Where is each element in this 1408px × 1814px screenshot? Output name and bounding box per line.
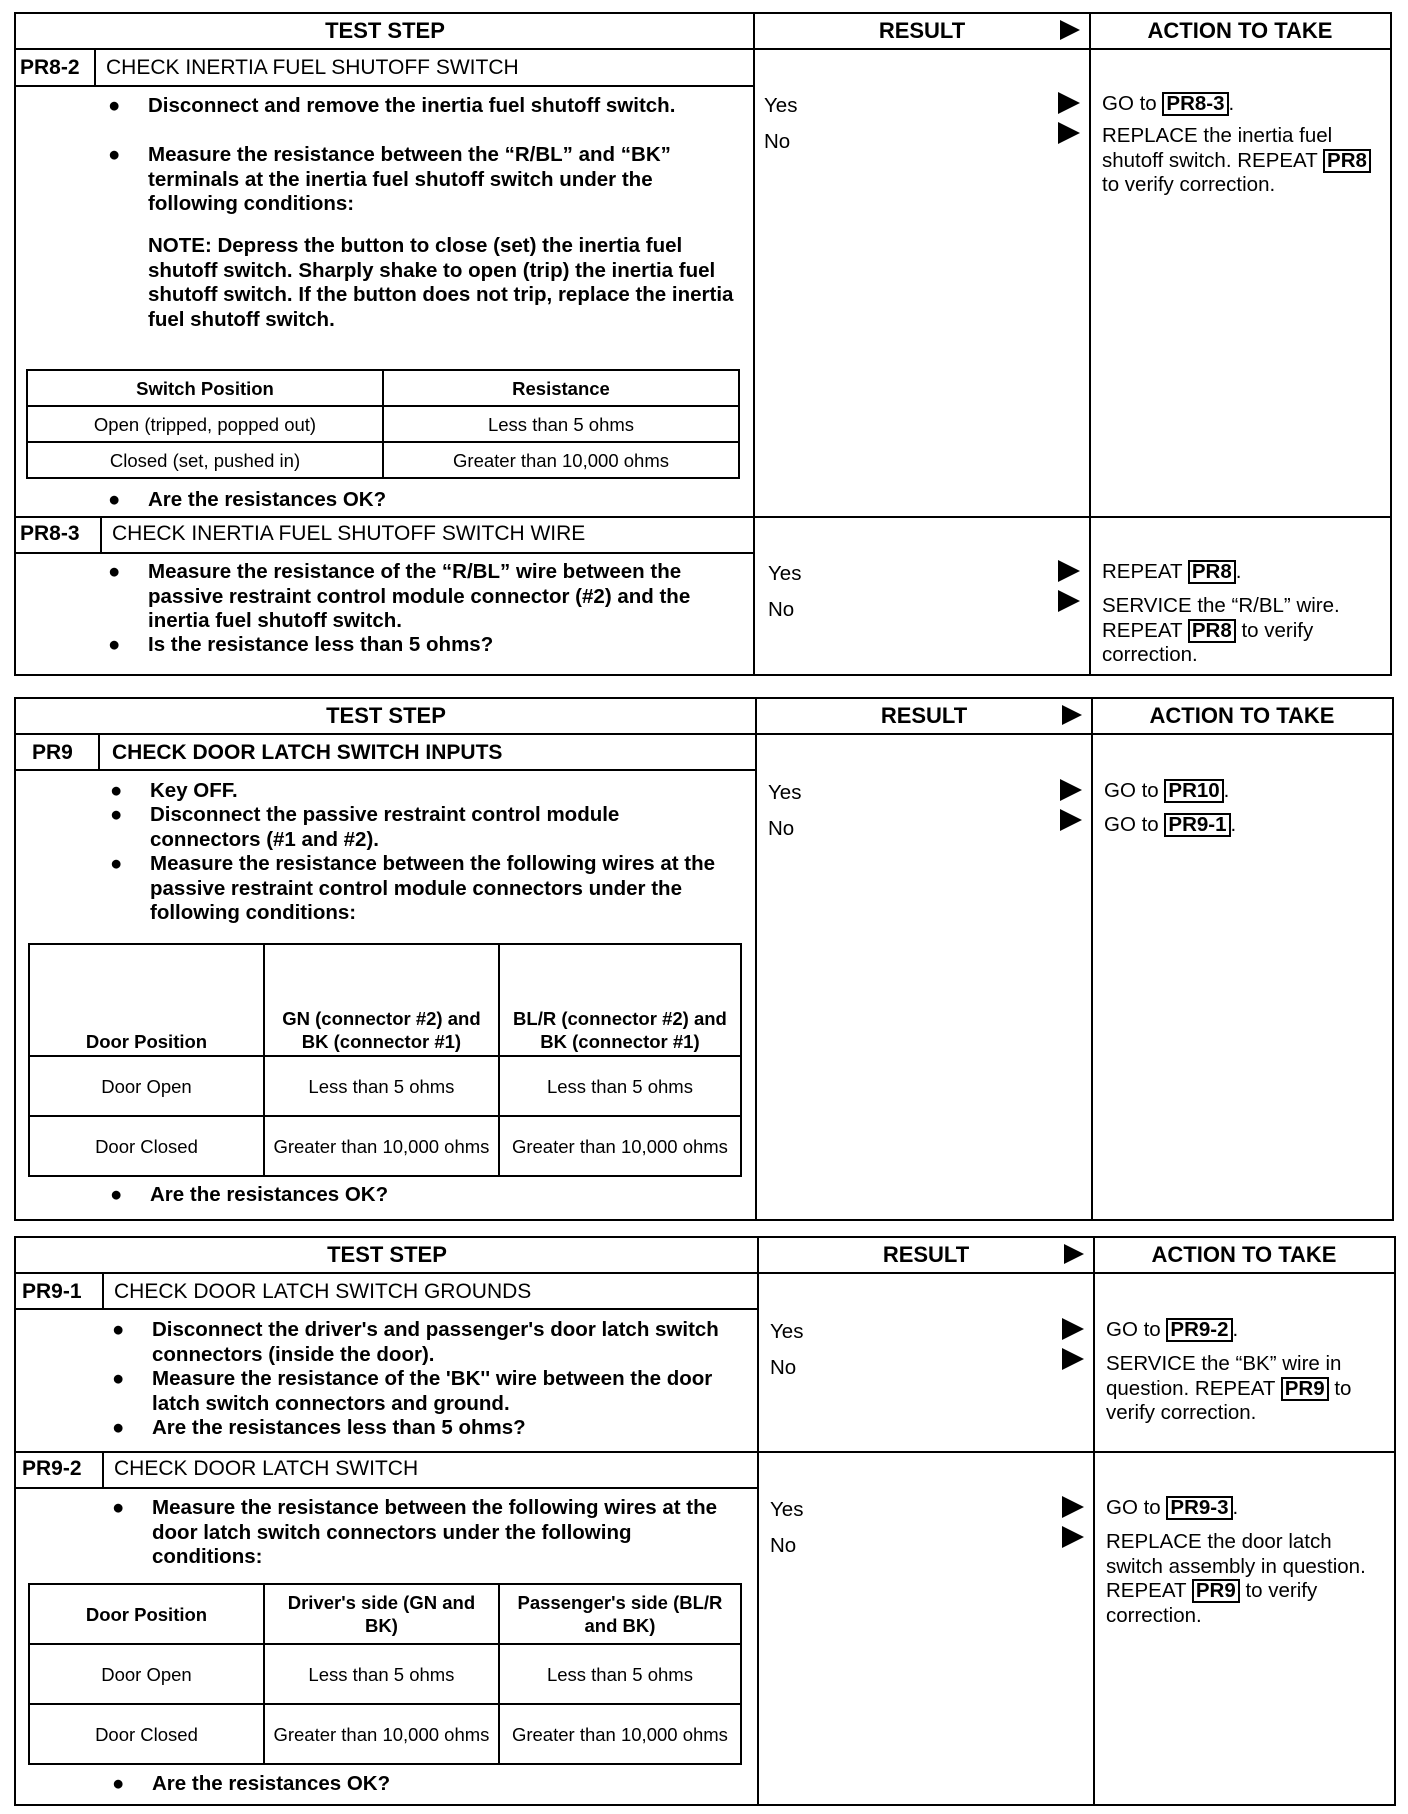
- step-id: PR8-3: [20, 522, 80, 545]
- result-no: No: [768, 817, 795, 840]
- result-yes: Yes: [768, 562, 802, 585]
- table-cell: Door Open: [29, 1056, 264, 1116]
- table-cell: Open (tripped, popped out): [27, 406, 383, 442]
- table-header: Resistance: [383, 370, 739, 406]
- step-reference[interactable]: PR9-2: [1166, 1318, 1232, 1342]
- table-header: Passenger's side (BL/R and BK): [499, 1584, 741, 1644]
- table-cell: Closed (set, pushed in): [27, 442, 383, 478]
- step-instruction: Measure the resistance between the following wires at the door latch switch connectors under the following conditions:: [152, 1496, 718, 1568]
- step-reference[interactable]: PR9-3: [1166, 1496, 1232, 1520]
- step-reference[interactable]: PR9: [1192, 1579, 1240, 1603]
- latch-resistance-table: [28, 1583, 742, 1765]
- header-arrow-icon: [1062, 705, 1082, 725]
- result-no: No: [768, 598, 795, 621]
- test-block-pr9-1: TEST STEP RESULT ACTION TO TAKE PR9-1 CHECK DOOR LATCH SWITCH GROUNDS ● Disconnect the driver's and passenger's door latch switch connectors (inside the door). ● Measure the resistance of the 'BK'' wire between the door latch switch connectors and ground. ● Are the resistances less than 5 ohms? Yes No GO to PR9-2 . SERVICE the “BK” wire in question. REPEAT PR9 to verify correction. PR9-2 CHECK DOOR LATCH SWITCH ● Measure the resistance between the following wires at the door latch switch connectors under the following conditions: Door Position Driver's side (GN and BK) Passenger's side (BL/R and BK) Door Open Less than 5 ohms Less than 5 ohms Door Closed Greater than 10,000 ohms Greater than 10,000 ohms ● Are the resistances OK? Yes No GO to PR9-3 . REPLACE the door latch switch assembly in question. REPEAT PR9 to verify correction.: [14, 1236, 1396, 1806]
- step-reference[interactable]: PR8: [1323, 149, 1371, 173]
- table-header: Door Position: [29, 944, 264, 1056]
- result-yes: Yes: [764, 94, 798, 117]
- table-cell: Less than 5 ohms: [264, 1644, 499, 1704]
- result-arrow-icon: [1062, 1348, 1084, 1370]
- step-id: PR9: [32, 741, 73, 764]
- header-action: ACTION TO TAKE: [1090, 14, 1390, 50]
- table-cell: Greater than 10,000 ohms: [264, 1704, 499, 1764]
- header-arrow-icon: [1060, 20, 1080, 40]
- step-question: Are the resistances OK?: [148, 488, 387, 511]
- resistance-table: [26, 369, 740, 479]
- table-header: GN (connector #2) and BK (connector #1): [264, 944, 499, 1056]
- header-result: RESULT: [754, 14, 1090, 50]
- step-instruction: Disconnect the passive restraint control module connectors (#1 and #2).: [150, 803, 620, 851]
- step-reference[interactable]: PR9: [1281, 1377, 1329, 1401]
- header-test-step: TEST STEP: [16, 1238, 758, 1274]
- step-question: Is the resistance less than 5 ohms?: [148, 633, 494, 656]
- step-reference[interactable]: PR9-1: [1164, 813, 1230, 837]
- result-arrow-icon: [1058, 92, 1080, 114]
- result-arrow-icon: [1058, 560, 1080, 582]
- step-question: Are the resistances OK?: [152, 1772, 391, 1795]
- header-result: RESULT: [756, 699, 1092, 735]
- action-yes: GO to PR9-2 .: [1106, 1318, 1239, 1341]
- result-arrow-icon: [1062, 1318, 1084, 1340]
- result-arrow-icon: [1062, 1496, 1084, 1518]
- table-header: Driver's side (GN and BK): [264, 1584, 499, 1644]
- step-instruction: Disconnect and remove the inertia fuel shutoff switch.: [148, 94, 676, 117]
- step-title: CHECK DOOR LATCH SWITCH: [114, 1457, 419, 1480]
- door-resistance-table: [28, 943, 742, 1177]
- step-reference[interactable]: PR8: [1188, 619, 1236, 643]
- step-instruction: Measure the resistance of the 'BK'' wire between the door latch switch connectors and ground.: [152, 1367, 713, 1415]
- result-no: No: [770, 1356, 797, 1379]
- step-id: PR8-2: [20, 56, 80, 79]
- header-action: ACTION TO TAKE: [1094, 1238, 1394, 1274]
- result-yes: Yes: [770, 1498, 804, 1521]
- table-cell: Less than 5 ohms: [499, 1644, 741, 1704]
- table-cell: Greater than 10,000 ohms: [383, 442, 739, 478]
- header-test-step: TEST STEP: [16, 14, 754, 50]
- table-cell: Less than 5 ohms: [264, 1056, 499, 1116]
- action-no: SERVICE the “BK” wire in question. REPEAT PR9 to verify correction.: [1106, 1352, 1352, 1424]
- step-instruction: Key OFF.: [150, 779, 238, 802]
- step-instruction: Measure the resistance of the “R/BL” wire between the passive restraint control module connector (#2) and the inertia fuel shutoff switch.: [148, 560, 691, 632]
- action-yes: GO to PR8-3 .: [1102, 92, 1235, 115]
- table-header: BL/R (connector #2) and BK (connector #1): [499, 944, 741, 1056]
- table-header: Switch Position: [27, 370, 383, 406]
- result-no: No: [764, 130, 791, 153]
- test-block-pr8: TEST STEP RESULT ACTION TO TAKE PR8-2 CHECK INERTIA FUEL SHUTOFF SWITCH ● Disconnect and remove the inertia fuel shutoff switch. ● Measure the resistance between the “R/BL” and “BK” terminals at the inertia fuel shutoff switch under the following conditions: NOTE: Depress the button to close (set) the inertia fuel shutoff switch. Sharply shake to open (trip) the inertia fuel shutoff switch. If the button does not trip, replace the inertia fuel shutoff switch. Switch Position Resistance Open (tripped, popped out) Less than 5 ohms Closed (set, pushed in) Greater than 10,000 ohms ● Are the resistances OK? Yes No GO to PR8-3 . REPLACE the inertia fuel shutoff switch. REPEAT PR8 to verify correction. PR8-3 CHECK INERTIA FUEL SHUTOFF SWITCH WIRE ● Measure the resistance of the “R/BL” wire between the passive restraint control module connector (#2) and the inertia fuel shutoff switch. ● Is the resistance less than 5 ohms? Yes No REPEAT PR8 . SERVICE the “R/BL” wire. REPEAT PR8 to verify correction.: [14, 12, 1392, 676]
- step-id: PR9-2: [22, 1457, 82, 1480]
- action-no: GO to PR9-1 .: [1104, 813, 1237, 836]
- table-cell: Less than 5 ohms: [499, 1056, 741, 1116]
- result-no: No: [770, 1534, 797, 1557]
- step-note: NOTE: Depress the button to close (set) the inertia fuel shutoff switch. Sharply shake to open (trip) the inertia fuel shutoff switch. If the button does not trip, replace the inertia fuel shutoff switch.: [148, 234, 734, 331]
- action-yes: REPEAT PR8 .: [1102, 560, 1242, 583]
- result-yes: Yes: [768, 781, 802, 804]
- result-yes: Yes: [770, 1320, 804, 1343]
- action-no: SERVICE the “R/BL” wire. REPEAT PR8 to verify correction.: [1102, 594, 1340, 666]
- step-question: Are the resistances OK?: [150, 1183, 389, 1206]
- step-question: Are the resistances less than 5 ohms?: [152, 1416, 526, 1439]
- table-cell: Door Closed: [29, 1704, 264, 1764]
- test-block-pr9: TEST STEP RESULT ACTION TO TAKE PR9 CHECK DOOR LATCH SWITCH INPUTS ● Key OFF. ● Disconnect the passive restraint control module connectors (#1 and #2). ● Measure the resistance between the following wires at the passive restraint control module connectors under the following conditions: Door Position GN (connector #2) and BK (connector #1) BL/R (connector #2) and BK (connector #1) Door Open Less than 5 ohms Less than 5 ohms Door Closed Greater than 10,000 ohms Greater than 10,000 ohms ● Are the resistances OK? Yes No GO to PR10 . GO to PR9-1 .: [14, 697, 1394, 1221]
- step-id: PR9-1: [22, 1280, 82, 1303]
- result-arrow-icon: [1058, 590, 1080, 612]
- table-cell: Less than 5 ohms: [383, 406, 739, 442]
- result-arrow-icon: [1062, 1526, 1084, 1548]
- header-action: ACTION TO TAKE: [1092, 699, 1392, 735]
- step-title: CHECK DOOR LATCH SWITCH INPUTS: [112, 741, 503, 764]
- action-no: REPLACE the inertia fuel shutoff switch. REPEAT PR8 to verify correction.: [1102, 124, 1386, 198]
- result-arrow-icon: [1060, 809, 1082, 831]
- table-header: Door Position: [29, 1584, 264, 1644]
- header-result: RESULT: [758, 1238, 1094, 1274]
- step-reference[interactable]: PR8: [1188, 560, 1236, 584]
- result-arrow-icon: [1060, 779, 1082, 801]
- step-instruction: Measure the resistance between the “R/BL” and “BK” terminals at the inertia fuel shutoff switch under the following conditions:: [148, 143, 671, 215]
- action-yes: GO to PR9-3 .: [1106, 1496, 1239, 1519]
- step-reference[interactable]: PR10: [1164, 779, 1223, 803]
- step-reference[interactable]: PR8-3: [1162, 92, 1228, 116]
- step-title: CHECK INERTIA FUEL SHUTOFF SWITCH: [106, 56, 519, 79]
- result-arrow-icon: [1058, 122, 1080, 144]
- header-arrow-icon: [1064, 1244, 1084, 1264]
- table-cell: Greater than 10,000 ohms: [499, 1116, 741, 1176]
- header-test-step: TEST STEP: [16, 699, 756, 735]
- table-cell: Door Closed: [29, 1116, 264, 1176]
- step-title: CHECK INERTIA FUEL SHUTOFF SWITCH WIRE: [112, 522, 586, 545]
- action-no: REPLACE the door latch switch assembly in question. REPEAT PR9 to verify correction.: [1106, 1530, 1366, 1627]
- table-cell: Greater than 10,000 ohms: [499, 1704, 741, 1764]
- step-instruction: Disconnect the driver's and passenger's door latch switch connectors (inside the door).: [152, 1318, 719, 1366]
- step-instruction: Measure the resistance between the following wires at the passive restraint control module connectors under the following conditions:: [150, 852, 716, 924]
- table-cell: Greater than 10,000 ohms: [264, 1116, 499, 1176]
- table-cell: Door Open: [29, 1644, 264, 1704]
- action-yes: GO to PR10 .: [1104, 779, 1230, 802]
- step-title: CHECK DOOR LATCH SWITCH GROUNDS: [114, 1280, 532, 1303]
